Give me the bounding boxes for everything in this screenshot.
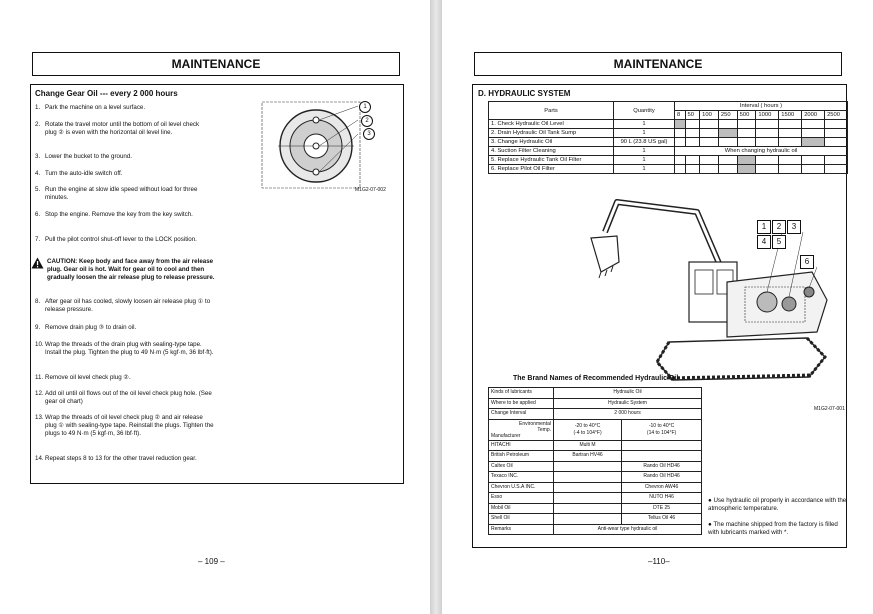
table-row: Remarks Anti-wear type hydraulic oil: [489, 524, 702, 535]
callout-box-3: 3: [787, 220, 801, 234]
callout-box-1: 1: [757, 220, 771, 234]
brand-table-title: The Brand Names of Recommended Hydraulic Oil: [513, 375, 679, 382]
section-title: Change Gear Oil --- every 2 000 hours: [35, 89, 178, 98]
step-10: 10. Wrap the threads of the drain plug with sealing-type tape. Install the plug. Tighten the plug to 49 N·m (5 kgf·m, 36 lbf·ft).: [35, 341, 214, 356]
table-row: 5. Replace Hydraulic Tank Oil Filter 1: [489, 156, 848, 165]
step-1: 1. Park the machine on a level surface.: [35, 104, 146, 111]
table-row: Esso NUTO H46: [489, 493, 702, 504]
table-row: Texaco INC. Rando Oil HD46: [489, 472, 702, 483]
table-row: 6. Replace Pilot Oil Filter 1: [489, 165, 848, 174]
brand-table: Kinds of lubricants Hydraulic Oil Where to be applied Hydraulic System Change Interval 2 000 hours Environmental Temp. Manufacturer -20 to 40°C (-4 to 104°F) -10 to 40°C (14 to 104°F) HITACHI Multi M British Petroleum Bartran HV46 Caltex Oil Rando Oil HD46 Texaco INC. Rando Oil HD46 Chevron U.S.A INC. Chevron AW46 Esso NUTO H46 Mobil Oil DTE 25 Shell Oil Tellus Oil 46 Remarks Anti-wear type hydraulic oil: [488, 387, 702, 535]
callout-box-4: 4: [757, 235, 771, 249]
page-gutter: [430, 0, 442, 614]
callout-3: 3: [363, 128, 375, 140]
interval-header: Interval ( hours ): [675, 102, 848, 111]
step-7: 7. Pull the pilot control shut-off lever to the LOCK position.: [35, 236, 197, 243]
table-row: Chevron U.S.A INC. Chevron AW46: [489, 482, 702, 493]
warning-icon: [31, 257, 44, 269]
table-row: HITACHI Multi M: [489, 440, 702, 451]
table-row: Mobil Oil DTE 25: [489, 503, 702, 514]
step-8: 8. After gear oil has cooled, slowly loosen air release plug ① to release pressure.: [35, 298, 211, 313]
table-row: 3. Change Hydraulic Oil 90 L (23.8 US gal): [489, 138, 848, 147]
env-header-cell: Environmental Temp. Manufacturer: [489, 419, 554, 440]
table-row: Caltex Oil Rando Oil HD46: [489, 461, 702, 472]
step-2: 2. Rotate the travel motor until the bottom of oil level check plug ② is even with the horizontal oil level line.: [35, 121, 200, 136]
bullet-2: ● The machine shipped from the factory is filled with lubricants marked with *.: [708, 521, 838, 536]
step-5: 5. Run the engine at slow idle speed without load for three minutes.: [35, 186, 198, 201]
interval-50: 50: [685, 111, 700, 120]
parts-header: Parts: [489, 102, 614, 120]
table-row: 1. Check Hydraulic Oil Level 1: [489, 120, 848, 129]
step-14: 14. Repeat steps 8 to 13 for the other travel reduction gear.: [35, 455, 197, 462]
interval-2000: 2000: [802, 111, 825, 120]
callout-2: 2: [361, 115, 373, 127]
step-9: 9. Remove drain plug ③ to drain oil.: [35, 324, 137, 331]
page-header: MAINTENANCE: [474, 52, 842, 76]
step-11: 11. Remove oil level check plug ②.: [35, 374, 131, 381]
interval-2500: 2500: [825, 111, 848, 120]
page-header: MAINTENANCE: [32, 52, 400, 76]
callout-box-6: 6: [800, 255, 814, 269]
interval-1500: 1500: [779, 111, 802, 120]
hydraulic-maintenance-table: [488, 101, 848, 174]
figure-code: M1G2-07-002: [355, 187, 386, 193]
figure-code: M1G2-07-001: [814, 406, 845, 412]
bullet-1: ● Use hydraulic oil properly in accordance with the atmospheric temperature.: [708, 497, 847, 512]
callout-1: 1: [359, 101, 371, 113]
step-4: 4. Turn the auto-idle switch off.: [35, 170, 123, 177]
caution-text: CAUTION: Keep body and face away from the air release plug. Gear oil is hot. Wait for gear oil to cool and then gradually loosen the air release plug to release pressure.: [47, 258, 215, 281]
callout-box-2: 2: [772, 220, 786, 234]
table-row: British Petroleum Bartran HV46: [489, 451, 702, 462]
interval-8: 8: [675, 111, 686, 120]
interval-500: 500: [737, 111, 756, 120]
table-row: Shell Oil Tellus Oil 46: [489, 514, 702, 525]
callout-box-5: 5: [772, 235, 786, 249]
table-row: 4. Suction Filter Cleaning 1 When changing hydraulic oil: [489, 147, 848, 156]
step-13: 13. Wrap the threads of oil level check plug ② and air release plug ① with sealing-type tape. Reinstall the plugs. Tighten the plugs to 49 N·m (5 kgf·m, 36 lbf·ft).: [35, 414, 214, 437]
step-6: 6. Stop the engine. Remove the key from the key switch.: [35, 211, 193, 218]
page-number: – 109 –: [198, 557, 225, 566]
interval-100: 100: [700, 111, 719, 120]
interval-1000: 1000: [756, 111, 779, 120]
interval-250: 250: [718, 111, 737, 120]
table-row: 2. Drain Hydraulic Oil Tank Sump 1: [489, 129, 848, 138]
step-3: 3. Lower the bucket to the ground.: [35, 153, 133, 160]
page-number: –110–: [648, 557, 670, 566]
section-title: D. HYDRAULIC SYSTEM: [478, 89, 571, 98]
right-page: [442, 0, 873, 614]
left-page: [0, 0, 430, 614]
step-12: 12. Add oil until oil flows out of the oil level check plug hole. (See gear oil chart): [35, 390, 212, 405]
quantity-header: Quantity: [614, 102, 675, 120]
